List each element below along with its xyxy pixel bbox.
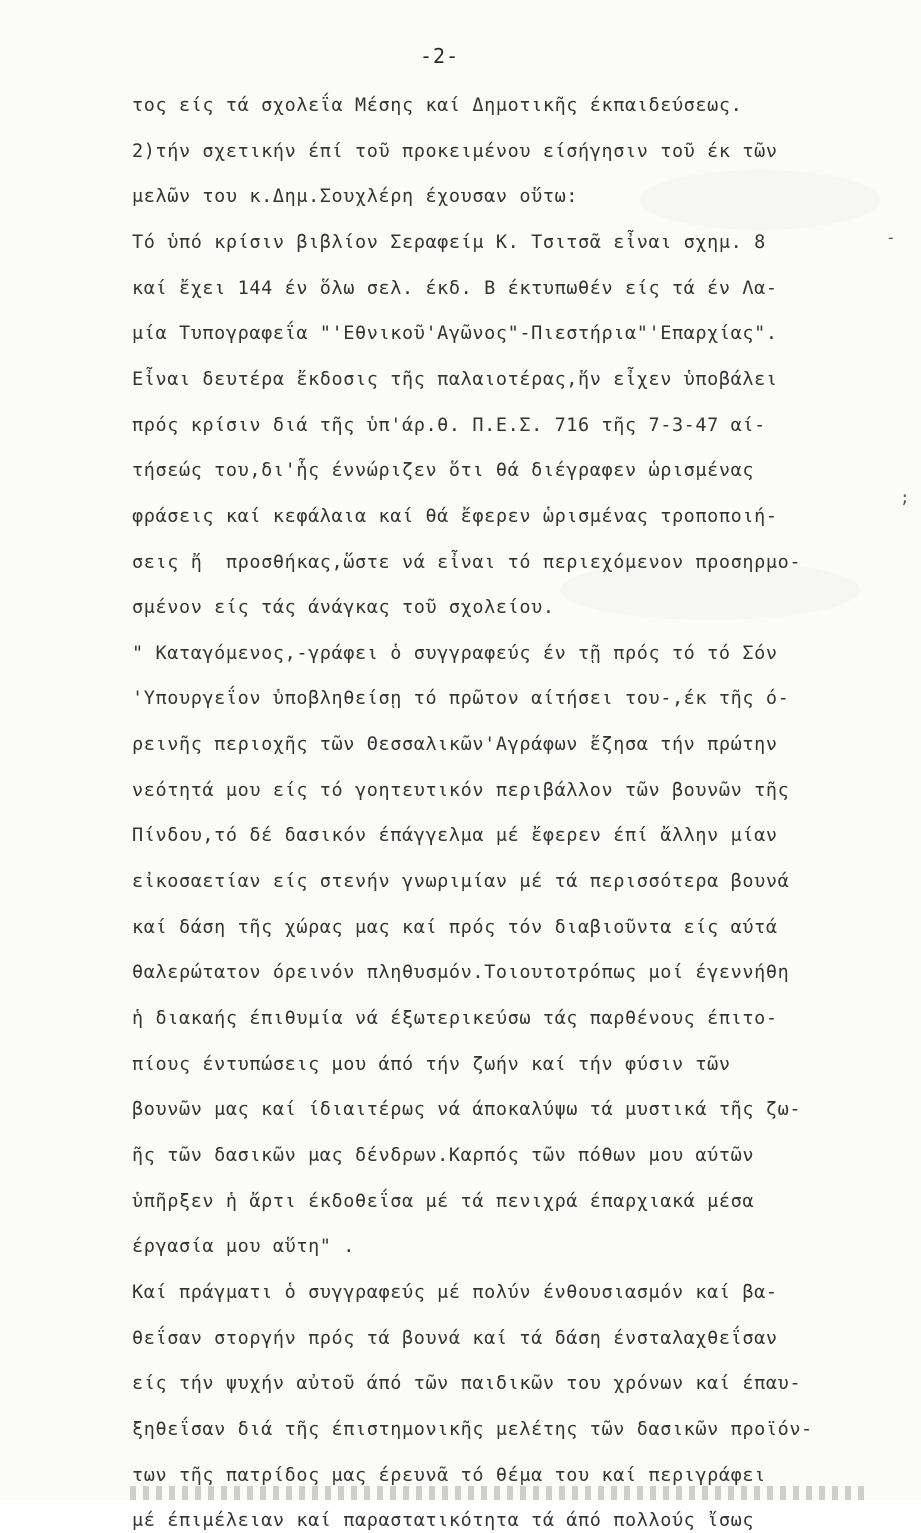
- text-line: θαλερώτατον όρεινόν πληθυσμόν.Τοιουτοτρόπως μοί έγεννήθη: [132, 962, 790, 983]
- text-line: εἰκοσαετίαν είς στενήν γνωριμίαν μέ τά περισσότερα βουνά: [132, 871, 790, 892]
- text-line: νεότητά μου είς τό γοητευτικόν περιβάλλον τῶν βουνῶν τῆς: [132, 780, 790, 801]
- text-line: καί ἔχει 144 έν ὅλω σελ. έκδ. Β έκτυπωθέν είς τά έν Λα-: [132, 278, 778, 299]
- page-number: -2-: [420, 44, 460, 68]
- text-line: ὑπῆρξεν ἡ ἄρτι έκδοθεΐσα μέ τά πενιχρά έπαρχιακά μέσα: [132, 1191, 755, 1212]
- paper-smudge: [640, 170, 880, 230]
- text-line: ξηθεΐσαν διά τῆς έπιστημονικῆς μελέτης τῶν δασικῶν προϊόν-: [132, 1419, 813, 1440]
- text-line: ῆς τῶν δασικῶν μας δένδρων.Καρπός τῶν πόθων μου αύτῶν: [132, 1145, 755, 1166]
- text-line: μία Τυπογραφεΐα "'Εθνικοῦ'Αγῶνος"-Πιεστήρια"'Επαρχίας".: [132, 323, 778, 344]
- text-line: ρεινῆς περιοχῆς τῶν Θεσσαλικῶν'Αγράφων ἔζησα τήν πρώτην: [132, 734, 778, 755]
- margin-mark: ;: [900, 488, 910, 507]
- text-line: είς τήν ψυχήν αὐτοῦ άπό τῶν παιδικῶν του χρόνων καί έπαυ-: [132, 1373, 802, 1394]
- text-line: μέ έπιμέλειαν καί παραστατικότητα τά άπό πολλούς ἴσως: [132, 1510, 755, 1531]
- text-line: " Καταγόμενος,-γράφει ὁ συγγραφεύς έν τῇ πρός τό τό Σόν: [132, 643, 778, 664]
- text-line: ἡ διακαής έπιθυμία νά έξωτερικεύσω τάς παρθένους έπιτο-: [132, 1008, 778, 1029]
- text-line: Καί πράγματι ὁ συγγραφεύς μέ πολύν ένθουσιασμόν καί βα-: [132, 1282, 778, 1303]
- text-line: τήσεώς του,δι'ἧς έννώριζεν ὅτι θά διέγραφεν ὡρισμένας: [132, 460, 755, 481]
- text-line: Εἶναι δευτέρα ἔκδοσις τῆς παλαιοτέρας,ἥν εἶχεν ὑποβάλει: [132, 369, 778, 390]
- text-line: πίους έντυπώσεις μου άπό τήν ζωήν καί τήν φύσιν τῶν: [132, 1054, 731, 1075]
- text-line: βουνῶν μας καί ίδιαιτέρως νά άποκαλύψω τά μυστικά τῆς ζω-: [132, 1099, 802, 1120]
- text-line: Πίνδου,τό δέ δασικόν έπάγγελμα μέ ἔφερεν έπί ἄλλην μίαν: [132, 825, 778, 846]
- text-line: μελῶν του κ.Δημ.Σουχλέρη έχουσαν οὕτω:: [132, 186, 579, 207]
- text-line: σμένον είς τάς άνάγκας τοῦ σχολείου.: [132, 597, 555, 618]
- text-line: θεΐσαν στοργήν πρός τά βουνά καί τά δάση ένσταλαχθεΐσαν: [132, 1328, 778, 1349]
- text-line: των τῆς πατρίδος μας έρευνᾶ τό θέμα του καί περιγράφει: [132, 1465, 766, 1486]
- text-line: τος είς τά σχολεΐα Μέσης καί Δημοτικῆς έκπαιδεύσεως.: [132, 95, 743, 116]
- text-line: σεις ἤ προσθήκας,ὥστε νά εἶναι τό περιεχόμενον προσηρμο-: [132, 552, 802, 573]
- text-line: πρός κρίσιν διά τῆς ὑπ'άρ.θ. Π.Ε.Σ. 716 τῆς 7-3-47 αί-: [132, 415, 766, 436]
- cut-off-text-line: [130, 1486, 870, 1500]
- text-line: Τό ὑπό κρίσιν βιβλίον Σεραφείμ Κ. Τσιτσᾶ εἶναι σχημ. 8: [132, 232, 766, 253]
- text-line: καί δάση τῆς χώρας μας καί πρός τόν διαβιοῦντα είς αύτά: [132, 917, 778, 938]
- text-line: φράσεις καί κεφάλαια καί θά ἔφερεν ὡρισμένας τροποποιή-: [132, 506, 778, 527]
- margin-mark: -: [886, 228, 896, 247]
- text-line: 'Υπουργεΐον ὑποβληθείσῃ τό πρῶτον αίτήσει του-,έκ τῆς ό-: [132, 688, 790, 709]
- text-line: 2)τήν σχετικήν έπί τοῦ προκειμένου είσήγησιν τοῦ έκ τῶν: [132, 141, 778, 162]
- text-line: έργασία μου αὕτη" .: [132, 1236, 356, 1257]
